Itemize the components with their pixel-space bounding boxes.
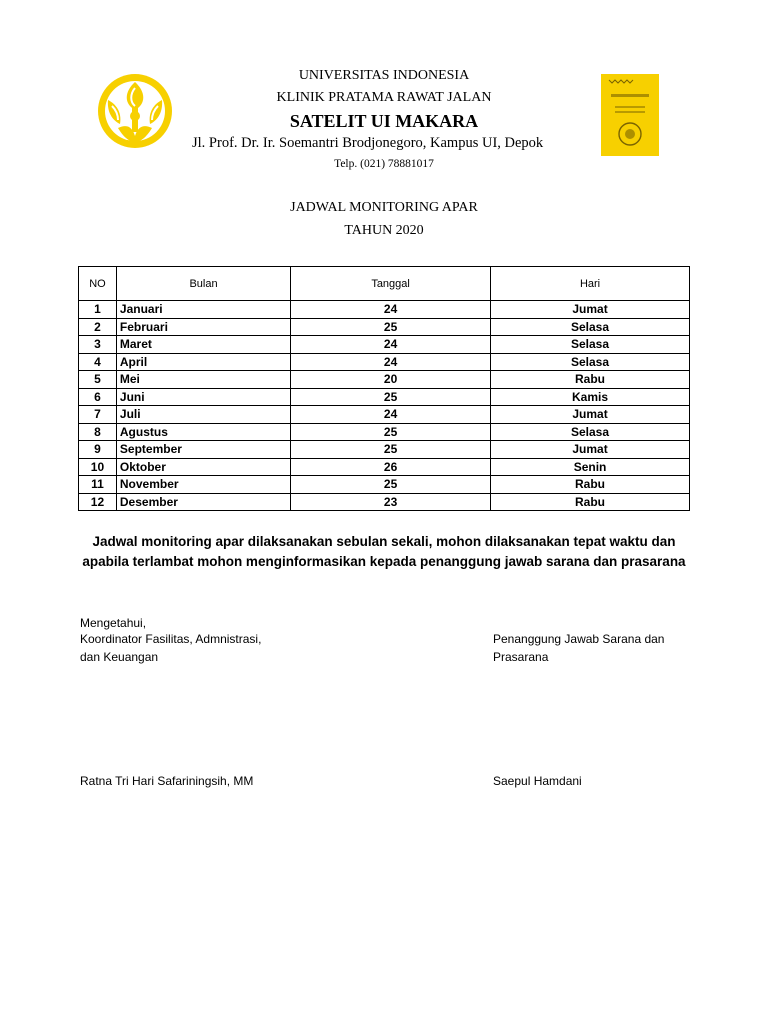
column-header-tanggal: Tanggal (291, 267, 491, 301)
header-satelit: SATELIT UI MAKARA (289, 111, 479, 131)
header-address: Jl. Prof. Dr. Ir. Soemantri Brodjonegoro, Kampus UI, Depok (192, 135, 544, 151)
document-title: JADWAL MONITORING APAR (290, 200, 478, 215)
header-university: UNIVERSITAS INDONESIA (298, 68, 470, 83)
cell-no: 11 (79, 476, 117, 494)
cell-bulan: Maret (116, 336, 290, 354)
column-header-hari: Hari (491, 267, 690, 301)
acknowledged-label: Mengetahui, (80, 616, 147, 630)
cell-hari: Senin (491, 458, 690, 476)
cell-tanggal: 20 (291, 371, 491, 389)
right-signatory-name: Saepul Hamdani (493, 774, 582, 788)
cell-tanggal: 25 (291, 423, 491, 441)
cell-no: 6 (79, 388, 117, 406)
cell-hari: Selasa (491, 318, 690, 336)
cell-bulan: Juli (116, 406, 290, 424)
table-row (79, 441, 690, 459)
table-row (79, 458, 690, 476)
table-row (79, 388, 690, 406)
cell-tanggal: 25 (291, 318, 491, 336)
table-row (79, 406, 690, 424)
cell-bulan: April (116, 353, 290, 371)
table-row (79, 301, 690, 319)
schedule-note: Jadwal monitoring apar dilaksanakan sebulan sekali, mohon dilaksanakan tepat waktu dan apabila terlambat mohon menginformasikan kepada penanggung jawab sarana dan prasarana (82, 534, 686, 569)
cell-tanggal: 23 (291, 493, 491, 511)
cell-tanggal: 26 (291, 458, 491, 476)
table-row (79, 476, 690, 494)
cell-no: 8 (79, 423, 117, 441)
cell-no: 3 (79, 336, 117, 354)
cell-no: 12 (79, 493, 117, 511)
cell-bulan: Mei (116, 371, 290, 389)
cell-bulan: Agustus (116, 423, 290, 441)
cell-tanggal: 25 (291, 476, 491, 494)
cell-no: 10 (79, 458, 117, 476)
cell-hari: Kamis (491, 388, 690, 406)
table-row (79, 318, 690, 336)
cell-bulan: Desember (116, 493, 290, 511)
cell-tanggal: 25 (291, 388, 491, 406)
left-signatory-name: Ratna Tri Hari Safariningsih, MM (80, 774, 254, 788)
left-signatory-role-line2: dan Keuangan (80, 650, 159, 664)
cell-no: 7 (79, 406, 117, 424)
cell-no: 1 (79, 301, 117, 319)
table-row (79, 353, 690, 371)
cell-tanggal: 25 (291, 441, 491, 459)
cell-hari: Jumat (491, 441, 690, 459)
cell-bulan: Oktober (116, 458, 290, 476)
cell-tanggal: 24 (291, 301, 491, 319)
right-signatory-role-line1: Penanggung Jawab Sarana dan (493, 632, 665, 646)
cell-bulan: Januari (116, 301, 290, 319)
cell-tanggal: 24 (291, 406, 491, 424)
schedule-table (78, 266, 690, 511)
cell-tanggal: 24 (291, 353, 491, 371)
table-row (79, 493, 690, 511)
table-row (79, 371, 690, 389)
cell-no: 5 (79, 371, 117, 389)
cell-hari: Selasa (491, 423, 690, 441)
cell-bulan: September (116, 441, 290, 459)
cell-bulan: November (116, 476, 290, 494)
header-phone: Telp. (021) 78881017 (334, 158, 434, 170)
table-row (79, 336, 690, 354)
left-signatory-role-line1: Koordinator Fasilitas, Admnistrasi, (80, 632, 262, 646)
column-header-bulan: Bulan (116, 267, 290, 301)
cell-bulan: Juni (116, 388, 290, 406)
table-header-row (79, 267, 690, 301)
document-year: TAHUN 2020 (344, 223, 424, 238)
cell-hari: Rabu (491, 493, 690, 511)
cell-hari: Jumat (491, 406, 690, 424)
cell-hari: Rabu (491, 371, 690, 389)
cell-tanggal: 24 (291, 336, 491, 354)
header-clinic: KLINIK PRATAMA RAWAT JALAN (276, 90, 492, 105)
cell-hari: Rabu (491, 476, 690, 494)
column-header-no: NO (79, 267, 117, 301)
right-signatory-role-line2: Prasarana (493, 650, 549, 664)
cell-hari: Selasa (491, 353, 690, 371)
cell-no: 2 (79, 318, 117, 336)
cell-bulan: Februari (116, 318, 290, 336)
cell-hari: Selasa (491, 336, 690, 354)
cell-hari: Jumat (491, 301, 690, 319)
cell-no: 4 (79, 353, 117, 371)
cell-no: 9 (79, 441, 117, 459)
table-row (79, 423, 690, 441)
